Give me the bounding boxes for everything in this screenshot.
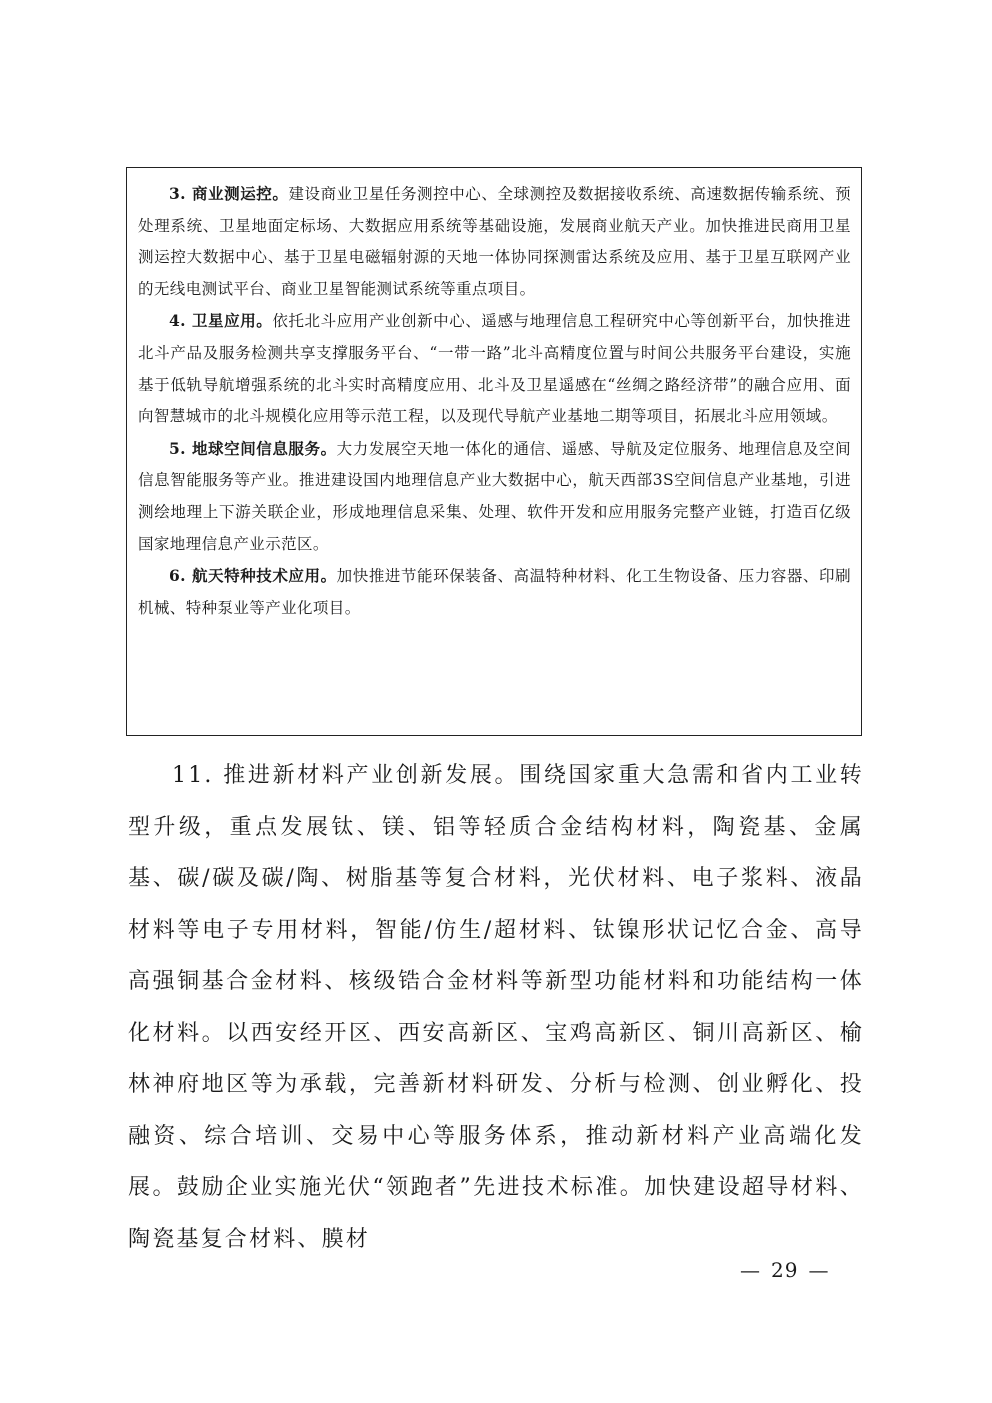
page-footer	[730, 1258, 839, 1282]
footer-dash-left: —	[740, 1258, 761, 1282]
section-body: 大力发展空天地一体化的通信、遥感、导航及定位服务、地理信息及空间信息智能服务等产业。推进建设国内地理信息产业大数据中心，航天西部3S空间信息产业基地，引进测绘地理上下游关联企业，形成地理信息采集、处理、软件开发和应用服务完整产业链，打造百亿级国家地理信息产业示范区。	[138, 439, 851, 553]
boxed-section	[126, 167, 862, 736]
main-heading: 11. 推进新材料产业创新发展。	[172, 763, 520, 788]
footer-dash-right: —	[808, 1258, 830, 1282]
box-paragraph	[138, 178, 851, 305]
section-heading: 4. 卫星应用。	[169, 311, 273, 331]
section-heading: 6. 航天特种技术应用。	[169, 566, 337, 586]
page-number: 29	[771, 1258, 799, 1282]
box-paragraph	[138, 433, 851, 560]
main-paragraph	[128, 750, 864, 1265]
section-heading: 3. 商业测运控。	[169, 184, 289, 203]
section-body: 加快推进节能环保装备、高温特种材料、化工生物设备、压力容器、印刷机械、特种泵业等产业化项目。	[138, 567, 851, 617]
section-body: 建设商业卫星任务测控中心、全球测控及数据接收系统、高速数据传输系统、预处理系统、卫星地面定标场、大数据应用系统等基础设施，发展商业航天产业。加快推进民商用卫星测运控大数据中心、基于卫星电磁辐射源的天地一体协同探测雷达系统及应用、基于卫星互联网产业的无线电测试平台、商业卫星智能测试系统等重点项目。	[138, 185, 851, 298]
box-paragraph	[138, 560, 851, 624]
main-body: 围绕国家重大急需和省内工业转型升级，重点发展钛、镁、铝等轻质合金结构材料，陶瓷基、金属基、碳/碳及碳/陶、树脂基等复合材料，光伏材料、电子浆料、液晶材料等电子专用材料，智能/仿生/超材料、钛镍形状记忆合金、高导高强铜基合金材料、核级锆合金材料等新型功能材料和功能结构一体化材料。以西安经开区、西安高新区、宝鸡高新区、铜川高新区、榆林神府地区等为承载，完善新材料研发、分析与检测、创业孵化、投融资、综合培训、交易中心等服务体系，推动新材料产业高端化发展。鼓励企业实施光伏“领跑者”先进技术标准。加快建设超导材料、陶瓷基复合材料、膜材	[128, 763, 864, 1252]
box-paragraph	[138, 305, 851, 432]
section-body: 依托北斗应用产业创新中心、遥感与地理信息工程研究中心等创新平台，加快推进北斗产品及服务检测共享支撑服务平台、“一带一路”北斗高精度位置与时间公共服务平台建设，实施基于低轨导航增强系统的北斗实时高精度应用、北斗及卫星遥感在“丝绸之路经济带”的融合应用、面向智慧城市的北斗规模化应用等示范工程，以及现代导航产业基地二期等项目，拓展北斗应用领域。	[138, 312, 852, 426]
section-heading: 5. 地球空间信息服务。	[169, 438, 337, 458]
